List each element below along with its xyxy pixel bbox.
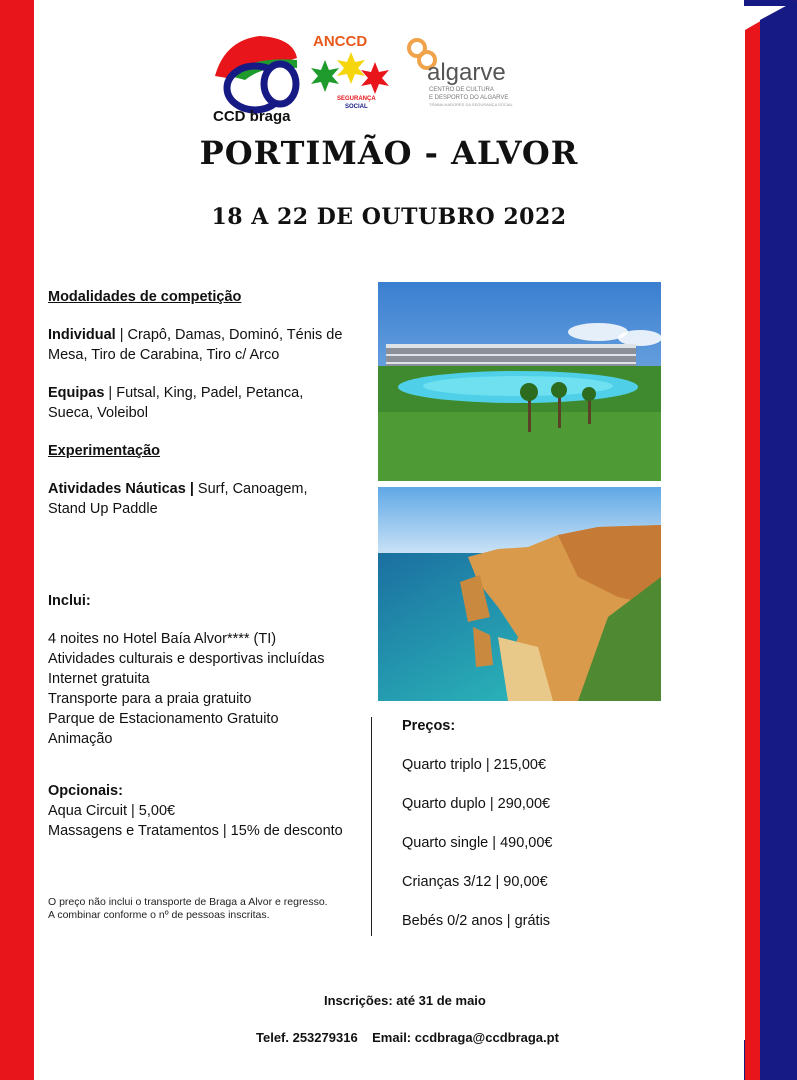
page-title: PORTIMÃO - ALVOR xyxy=(199,134,579,172)
inclui-item: Parque de Estacionamento Gratuito xyxy=(48,711,279,727)
svg-text:TRABALHADORES DA SEGURANÇA SOC: TRABALHADORES DA SEGURANÇA SOCIAL xyxy=(429,102,513,107)
logos-banner xyxy=(205,28,515,128)
beach-photo xyxy=(378,487,661,701)
individual-line: Individual | Crapô, Damas, Dominó, Ténis de Mesa, Tiro de Carabina, Tiro c/ Arco xyxy=(48,327,343,363)
price-item: Quarto triplo | 215,00€ xyxy=(402,757,547,773)
email-address: Email: ccdbraga@ccdbraga.pt xyxy=(372,1030,559,1045)
ccd-braga-logo xyxy=(213,36,297,125)
seguranca-text: SEGURANÇA xyxy=(337,96,376,102)
prices-heading: Preços: xyxy=(402,718,456,734)
opcionais-item: Massagens e Tratamentos | 15% de desconto xyxy=(48,823,343,839)
social-text: SOCIAL xyxy=(345,104,368,110)
left-column xyxy=(48,287,348,841)
equipas-line: Equipas | Futsal, King, Padel, Petanca, Sueca, Voleibol xyxy=(48,385,304,421)
price-item: Quarto single | 490,00€ xyxy=(402,835,553,851)
anccd-logo xyxy=(311,33,389,110)
phone-number: Telef. 253279316 xyxy=(256,1030,358,1045)
ccd-braga-logo-text: CCD braga xyxy=(213,108,291,125)
modalidades-heading: Modalidades de competição xyxy=(48,289,242,305)
event-dates: 18 A 22 DE OUTUBRO 2022 xyxy=(211,204,567,230)
prices-list xyxy=(402,718,552,952)
inclui-item: 4 noites no Hotel Baía Alvor**** (TI) xyxy=(48,631,277,647)
contact-line xyxy=(256,1030,559,1045)
nauticas-line: Atividades Náuticas | Surf, Canoagem, Stand Up Paddle xyxy=(48,481,308,517)
price-item: Quarto duplo | 290,00€ xyxy=(402,796,551,812)
inclui-item: Animação xyxy=(48,731,113,747)
transport-note: O preço não inclui o transporte de Braga a Alvor e regresso. A combinar conforme o nº de pessoas inscritas. xyxy=(48,896,328,921)
experimentacao-heading: Experimentação xyxy=(48,443,161,459)
svg-text:CENTRO DE CULTURA: CENTRO DE CULTURA xyxy=(429,87,494,93)
prices-divider xyxy=(371,717,372,936)
svg-text:E DESPORTO DO ALGARVE: E DESPORTO DO ALGARVE xyxy=(429,95,509,101)
registration-deadline: Inscrições: até 31 de maio xyxy=(324,993,486,1008)
price-item: Crianças 3/12 | 90,00€ xyxy=(402,874,548,890)
inclui-item: Internet gratuita xyxy=(48,671,150,687)
opcionais-item: Aqua Circuit | 5,00€ xyxy=(48,803,176,819)
inclui-heading: Inclui: xyxy=(48,593,91,609)
hotel-photo xyxy=(378,282,661,481)
inclui-item: Atividades culturais e desportivas incluídas xyxy=(48,651,325,667)
algarve-logo-text: algarve xyxy=(427,59,506,86)
algarve-logo xyxy=(409,40,514,107)
inclui-item: Transporte para a praia gratuito xyxy=(48,691,252,707)
price-item: Bebés 0/2 anos | grátis xyxy=(402,913,551,929)
anccd-logo-text: ANCCD xyxy=(313,33,368,50)
opcionais-heading: Opcionais: xyxy=(48,783,123,799)
